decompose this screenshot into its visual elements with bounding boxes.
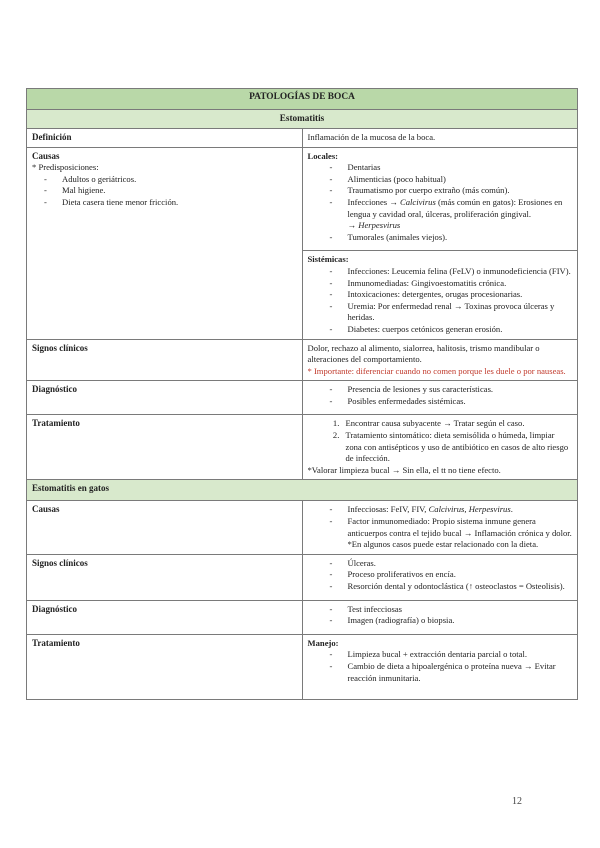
row-tratamiento [27,415,578,480]
cell-signos [302,339,578,381]
cell-gatos-tratamiento [302,634,578,699]
list-item: - Resorción dental y odontoclástica (↑ osteoclastos = Osteolisis). [338,581,573,593]
herpes-arrow: → [347,220,359,231]
gatos-tratamiento-list [308,649,573,684]
list-item: 2. Tratamiento sintomático: dieta semisólida o húmeda, limpiar zona con antisépticos y uso de antibiótico en casos de alto riesgo de infección. [342,430,573,465]
list-item: - Diabetes: cuerpos cetónicos generan erosión. [338,324,573,336]
cell-causas-locales [302,147,578,251]
list-item: - Infecciones: Leucemia felina (FeLV) o inmunodeficiencia (FIV). [338,266,573,278]
sistemicas-label: Sistémicas: [307,254,349,265]
list-item: - Alimenticias (poco habitual) [338,174,573,186]
gatos-heading-row [27,480,578,501]
tratamiento-note: *Valorar limpieza bucal → Sin ella, el tt no tiene efecto. [307,464,501,475]
section-heading-estomatitis: Estomatitis [27,110,578,129]
cell-gatos-diagnostico [302,600,578,634]
page-number: 12 [512,796,522,807]
value-definicion: Inflamación de la mucosa de la boca. [302,129,578,148]
row-gatos-causas [27,501,578,554]
cell-gatos-causas [302,501,578,554]
cell-diagnostico [302,381,578,415]
list-item-infecciosas [338,504,573,516]
predisposiciones-label: * Predisposiciones: [32,162,99,173]
estomatitis-heading-row [27,110,578,129]
herpesvirus-text: Herpesvirus [358,220,401,231]
list-item: - Imagen (radiografía) o biopsia. [338,615,573,627]
label-gatos-tratamiento: Tratamiento [27,634,303,699]
infecciosas-sep: , [464,504,469,515]
list-item: - Posibles enfermedades sistémicas. [338,396,573,408]
signos-note: * Importante: diferenciar cuando no comen porque les duele o por nauseas. [307,365,566,376]
row-gatos-signos [27,554,578,600]
locales-label: Locales: [307,150,339,161]
row-diagnostico [27,381,578,415]
row-signos [27,339,578,381]
label-gatos-causas: Causas [27,501,303,554]
sistemicas-list [308,266,573,336]
table-title: PATOLOGÍAS DE BOCA [27,89,578,110]
list-item: - Uremia: Por enfermedad renal → Toxinas provoca úlceras y heridas. [338,301,573,324]
document-page [26,88,578,700]
cell-gatos-signos [302,554,578,600]
calcivirus-text: Calcivirus [400,196,436,207]
row-gatos-tratamiento [27,634,578,699]
label-diagnostico: Diagnóstico [27,381,303,415]
diagnostico-list [308,384,573,407]
list-item: - Dentarias [338,162,573,174]
label-tratamiento: Tratamiento [27,415,303,480]
cell-tratamiento [302,415,578,480]
list-item: - Mal higiene. [52,185,297,197]
label-causas: Causas [32,150,60,161]
infecciosas-pre: Infecciosas: FeIV, FIV, [347,504,429,515]
row-gatos-diagnostico [27,600,578,634]
predisposiciones-list [32,174,297,209]
list-item: - Limpieza bucal + extracción dentaria parcial o total. [338,649,573,661]
title-row [27,89,578,110]
manejo-label: Manejo: [307,637,339,648]
row-definicion [27,129,578,148]
calcivirus-text: Calcivirus [428,504,465,515]
infecciones-pre: Infecciones → [347,196,400,207]
cell-causas-sistemicas [302,251,578,339]
list-item: - Proceso proliferativos en encía. [338,569,573,581]
label-definicion: Definición [27,129,303,148]
list-item: - Dieta casera tiene menor fricción. [52,197,297,209]
section-heading-gatos: Estomatitis en gatos [27,480,578,501]
gatos-signos-list [308,558,573,593]
list-item: - Traumatismo por cuerpo extraño (más común). [338,185,573,197]
list-item: - Adultos o geriátricos. [52,174,297,186]
cell-causas [27,147,303,339]
signos-text: Dolor, rechazo al alimento, sialorrea, halitosis, trismo mandibular o alteraciones del comportamiento. [307,342,540,365]
label-gatos-diagnostico: Diagnóstico [27,600,303,634]
pathology-table [26,88,578,700]
row-causas [27,147,578,251]
label-signos: Signos clínicos [27,339,303,381]
locales-list [308,162,573,243]
tratamiento-list [308,418,573,464]
list-item: - Úlceras. [338,558,573,570]
herpesvirus-text: Herpesvirus [468,504,511,515]
infecciosas-end: . [510,504,513,515]
list-item: - Cambio de dieta a hipoalergénica o proteína nueva → Evitar reacción inmunitaria. [338,661,573,684]
gatos-causas-list [308,504,573,539]
list-item-infecciones [338,197,573,232]
list-item: - Presencia de lesiones y sus características. [338,384,573,396]
list-item: - Factor inmunomediado: Propio sistema inmune genera anticuerpos contra el tejido bucal → Inflamación crónica y dolor. [338,516,573,539]
list-item: - Tumorales (animales viejos). [338,232,573,244]
infecciones-post: (más común en gatos): Erosiones en lengua y cavidad oral, úlceras, proliferación gingival. [347,196,563,219]
list-item: - Inmunomediadas: Gingivoestomatitis crónica. [338,278,573,290]
gatos-diagnostico-list [308,604,573,627]
list-item: 1. Encontrar causa subyacente → Tratar según el caso. [342,418,573,430]
gatos-causas-note: *En algunos casos puede estar relacionado con la dieta. [347,539,539,550]
list-item: - Intoxicaciones: detergentes, orugas procesionarias. [338,289,573,301]
label-gatos-signos: Signos clínicos [27,554,303,600]
list-item: - Test infecciosas [338,604,573,616]
